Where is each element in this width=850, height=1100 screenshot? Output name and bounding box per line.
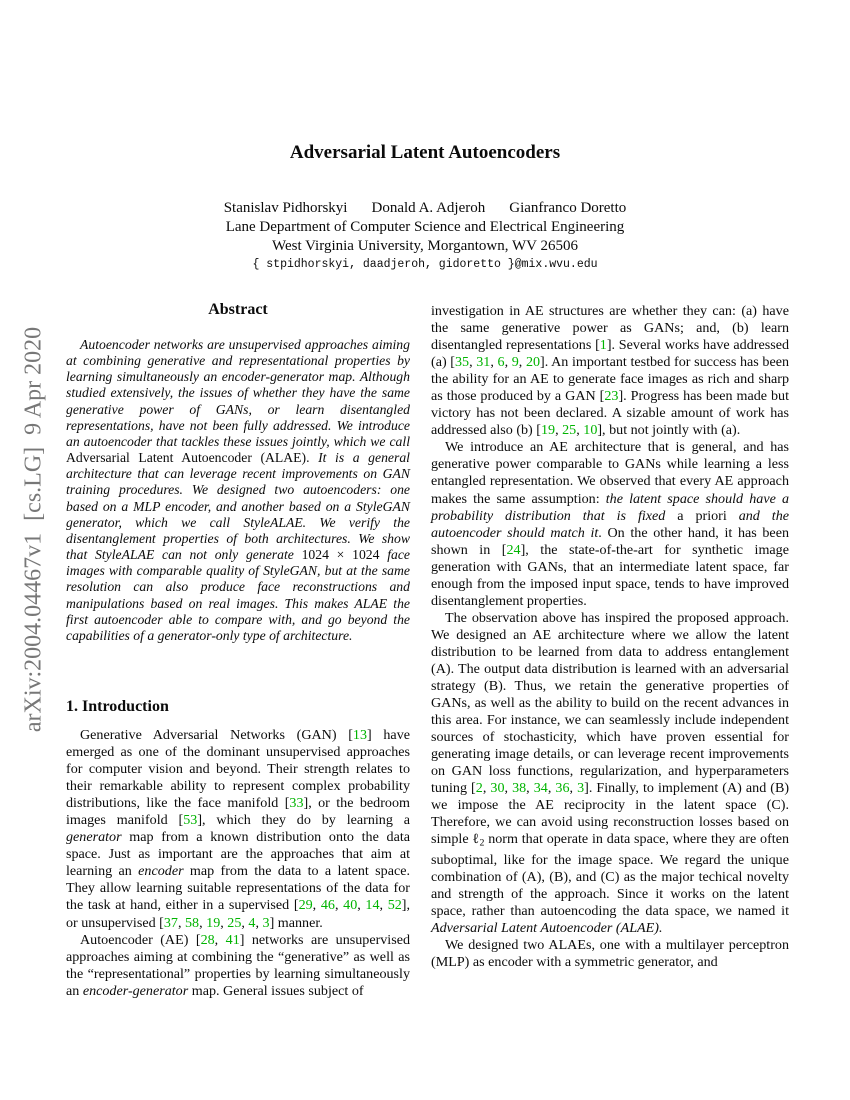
text-segment: The observation above has inspired the proposed approach. We designed an AE architecture where we allow the latent distribution to be learned from data to address entanglement (A). The output data distribution is learned with an adversarial strategy (B). Thus, we retain the generative properties of GANs, as well as the ability to build on the recent advances in this area. For instance, we can seamlessly include independent sources of stochasticity, which have proven essential for generating image details, or can leverage recent improvements on GAN loss functions, regularization, and hyperparameters tuning [ [431, 609, 789, 797]
text-segment: ] networks are unsupervised approaches aiming at combining the “generative” as well as the “representational” properties by learning simultaneously an [66, 931, 411, 999]
citation-link[interactable]: 9 [511, 354, 519, 371]
text-segment: norm that operate in data space, where they are often suboptimal, like for the image space. We regard the unique combination of (A), (B), and (C) as the major techical novelty and strength of the approach. Since it works on the latent space, rather than autoencoding the data space, we named it [431, 831, 789, 920]
text-segment: , [214, 931, 226, 948]
text-segment: map from the data to a latent space. They allow learning suitable representations of the data for the task at hand, either in a supervised [ [66, 863, 411, 914]
left-column [66, 298, 410, 1018]
citation-link[interactable]: 46 [320, 897, 335, 914]
citation-link[interactable]: 53 [183, 812, 198, 829]
text-segment: ], or the bedroom images manifold [ [66, 795, 410, 829]
text-segment: , [379, 897, 388, 914]
text-segment: ]. Progress has been made but victory has not been declared. A sizable amount of work has addressed also (b) [ [431, 388, 789, 439]
citation-link[interactable]: 28 [200, 931, 215, 948]
citation-link[interactable]: 19 [206, 914, 221, 931]
author-emails: { stpidhorskyi, daadjeroh, gidoretto }@mix.wvu.edu [252, 258, 598, 271]
text-segment: , [220, 914, 228, 931]
right-column [431, 298, 789, 1018]
citation-link[interactable]: 38 [512, 780, 527, 797]
text-segment: encoder-generator [82, 982, 189, 999]
text-segment: Autoencoder networks are unsupervised approaches aiming at combining generative and representational properties by learning simultaneously an encoder-generator map. Although studied extensively, the issues of whether they have the same generative power of GANs, or learn disentangled representations, have not been fully addressed. We introduce an autoencoder that tackles these issues jointly, which we call [66, 337, 410, 449]
citation-link[interactable]: 35 [454, 354, 470, 371]
text-segment: encoder [138, 863, 184, 880]
text-segment: , [334, 897, 344, 914]
text-segment: ], but not jointly with (a). [597, 422, 741, 439]
citation-link[interactable]: 4 [248, 914, 256, 931]
author-name: Stanislav Pidhorskyi [223, 200, 348, 216]
citation-link[interactable]: 19 [540, 422, 556, 439]
text-segment: ] have emerged as one of the dominant unsupervised approaches for computer vision and beyond. Their strength relates to their remarkable ability to represent complex probability distributions, like the face manifold [ [66, 727, 410, 812]
text-segment: 2 [479, 837, 485, 849]
text-segment: Adversarial Latent Autoencoder (ALAE). [66, 450, 310, 466]
text-segment: ]. Finally, to implement (A) and (B) we impose the AE reciprocity in the latent space (C). Therefore, we can avoid using reconstruction losses based on simple [431, 780, 790, 848]
text-segment: map. General issues subject of [188, 982, 364, 999]
citation-link[interactable]: 3 [262, 914, 270, 931]
text-segment: face images with comparable quality of StyleGAN, but at the same resolution can also produce face reconstructions and manipulations based on real images. This makes ALAE the first autoencoder able to compare with, and go beyond the capabilities of a generator-only type of architecture. [66, 547, 410, 643]
abstract-paragraph [66, 337, 410, 644]
text-segment: map from a known distribution onto the data space. Just as important are the approaches that aim at learning an [66, 829, 410, 880]
text-segment: , [518, 354, 526, 371]
author-list [0, 200, 850, 217]
text-segment: , [576, 422, 584, 439]
text-segment: , [199, 914, 207, 931]
text-segment: and the autoencoder should match it [431, 507, 789, 541]
text-segment: , [526, 780, 534, 797]
citation-link[interactable]: 10 [583, 422, 598, 439]
citation-link[interactable]: 31 [476, 354, 491, 371]
text-segment: , [490, 354, 498, 371]
text-segment: ], which they do by learning a [197, 812, 411, 829]
affiliation-university: West Virginia University, Morgantown, WV 26506 [272, 237, 578, 254]
citation-link[interactable]: 40 [343, 897, 358, 914]
body-paragraph [431, 937, 789, 971]
body-paragraph [431, 439, 789, 609]
paper-title: Adversarial Latent Autoencoders [289, 142, 561, 163]
body-paragraph [66, 727, 410, 932]
arxiv-watermark: arXiv:2004.04467v1 [cs.LG] 9 Apr 2020 [20, 326, 47, 733]
abstract-heading: Abstract [208, 301, 268, 318]
citation-link[interactable]: 37 [163, 914, 178, 931]
text-segment: Adversarial Latent Autoencoder (ALAE). [431, 920, 663, 937]
text-segment: . On the other hand, it has been shown in [ [431, 524, 789, 558]
text-segment: , [241, 914, 249, 931]
citation-link[interactable]: 58 [185, 914, 200, 931]
text-segment: , [504, 780, 513, 797]
text-segment: , [569, 780, 578, 797]
text-segment: Generative Adversarial Networks (GAN) [ [80, 727, 353, 743]
citation-link[interactable]: 33 [289, 795, 304, 812]
text-segment: ], the state-of-the-art for synthetic image generation with GANs, that an intermediate latent space, far enough from the imposed input space, tends to have improved disentanglement properties. [431, 541, 789, 609]
body-paragraph [66, 932, 410, 1000]
text-segment: ℓ [472, 831, 480, 848]
citation-link[interactable]: 1 [599, 337, 607, 354]
affiliation-department: Lane Department of Computer Science and Electrical Engineering [225, 219, 625, 235]
text-segment: , [312, 897, 321, 914]
introduction-section [66, 697, 410, 1000]
text-segment: a priori [665, 507, 739, 524]
citation-link[interactable]: 30 [490, 780, 505, 797]
citation-link[interactable]: 34 [533, 780, 548, 797]
text-segment: ]. An important testbed for success has been the ability for an AE to generate face images as rich and sharp as those produced by a GAN [ [431, 354, 790, 405]
text-segment: , [482, 780, 491, 797]
text-segment: , [177, 914, 185, 931]
citation-link[interactable]: 13 [352, 727, 368, 743]
text-segment: generator [66, 829, 122, 846]
citation-link[interactable]: 3 [577, 780, 585, 797]
text-segment: We introduce an AE architecture that is general, and has generative power comparable to GANs while learning a less entangled representation. We observed that every AE approach makes the same assumption: [431, 439, 789, 507]
citation-link[interactable]: 6 [497, 354, 505, 371]
text-segment: the latent space should have a probability distribution that is fixed [431, 490, 789, 524]
body-paragraph [431, 303, 789, 439]
citation-link[interactable]: 24 [506, 541, 521, 558]
citation-link[interactable]: 29 [298, 897, 313, 914]
text-segment: , [547, 780, 556, 797]
text-segment: , [255, 914, 263, 931]
section-heading-introduction: 1. Introduction [66, 698, 169, 715]
citation-link[interactable]: 25 [562, 422, 577, 439]
citation-link[interactable]: 23 [604, 388, 619, 405]
citation-link[interactable]: 36 [555, 780, 570, 797]
text-segment: It is a general architecture that can leverage recent improvements on GAN training procedures. We designed two autoencoders: one based on a MLP encoder, and another based on a StyleGAN generator, which we call StyleALAE. We verify the disentanglement properties of both architectures. We show that StyleALAE can not only generate [66, 450, 410, 563]
citation-link[interactable]: 14 [365, 897, 380, 914]
citation-link[interactable]: 52 [387, 897, 402, 914]
author-name: Donald A. Adjeroh [371, 200, 486, 216]
text-segment: investigation in AE structures are whether they can: (a) have the same generative power as GANs; and, (b) learn disentangled representations [ [431, 303, 789, 354]
text-segment: ], or unsupervised [ [66, 897, 411, 931]
citation-link[interactable]: 41 [225, 931, 240, 948]
author-name: Gianfranco Doretto [509, 200, 627, 216]
citation-link[interactable]: 20 [525, 354, 541, 371]
text-segment: , [555, 422, 563, 439]
citation-link[interactable]: 2 [475, 780, 483, 797]
text-segment: , [357, 897, 366, 914]
text-segment: Autoencoder (AE) [ [80, 931, 201, 948]
text-segment: , [504, 354, 512, 371]
text-segment: 1024 × 1024 [301, 547, 380, 563]
body-paragraph [431, 610, 789, 937]
text-segment: , [469, 354, 477, 371]
text-segment: We designed two ALAEs, one with a multilayer perceptron (MLP) as encoder with a symmetric generator, and [431, 937, 789, 971]
citation-link[interactable]: 25 [227, 914, 242, 931]
text-segment: ] manner. [269, 914, 323, 931]
text-segment: ]. Several works have addressed (a) [ [431, 337, 789, 371]
